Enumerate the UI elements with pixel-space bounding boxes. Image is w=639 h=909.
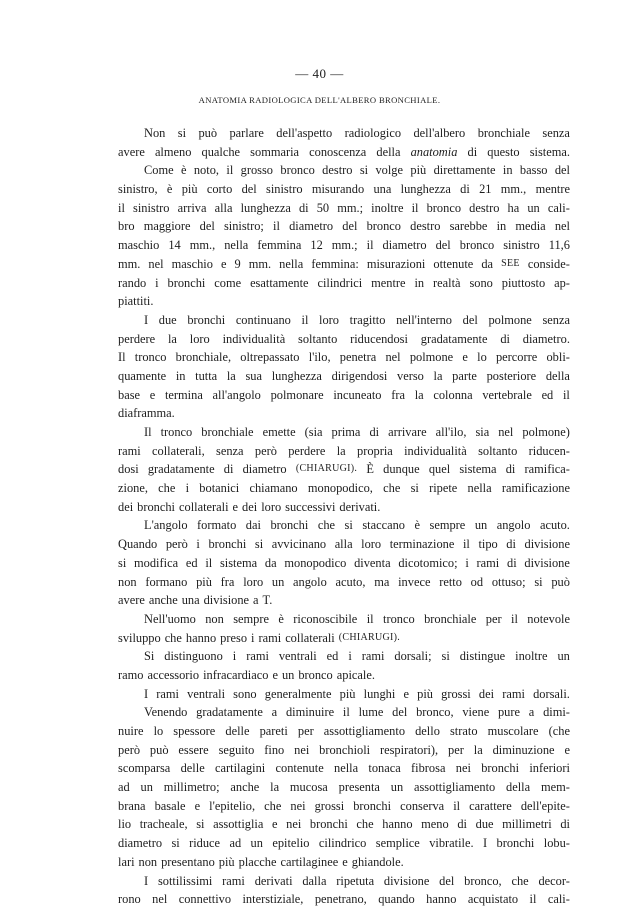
text-line: però può essere seguito fino nei bronchioli respiratori), per la diminuzione e (118, 742, 570, 757)
page-number: — 40 — (295, 66, 344, 81)
text-line: maschio 14 mm., nella femmina 12 mm.; il diametro del bronco sinistro 11,6 (118, 238, 570, 253)
text-line: ramo accessorio infracardiaco e un bronco apicale. (118, 667, 375, 682)
body-text (118, 124, 570, 909)
text-line: mm. nel maschio e 9 mm. nella femmina: misurazioni ottenute da SEE conside- (118, 256, 570, 271)
text-line: il sinistro arriva alla lunghezza di 50 mm.; inoltre il bronco destro ha un cali- (118, 200, 570, 215)
text-line: sinistro, è più corto del sinistro misurando una lunghezza di 21 mm., mentre (118, 182, 570, 197)
text-line: bro maggiore del sinistro; il diametro del bronco destro sarebbe in media nel (118, 219, 570, 234)
text-line: Come è noto, il grosso bronco destro si volge più direttamente in basso del (144, 163, 570, 178)
text-line: I rami ventrali sono generalmente più lunghi e più grossi dei rami dorsali. (144, 686, 570, 701)
text-line: piattiti. (118, 294, 154, 309)
text-line: perdere la loro individualità soltanto riducendosi gradatamente di diametro. (118, 331, 570, 346)
text-line: scomparsa delle cartilagini contenute nella tonaca fibrosa nei bronchi inferiori (118, 761, 570, 776)
text-line: nuire lo spessore delle pareti per assottigliamento dello strato muscolare (che (118, 724, 570, 738)
text-line: lio tracheale, si assottiglia e nei bronchi che hanno meno di due millimetri di (118, 817, 570, 832)
text-line: Non si può parlare dell'aspetto radiologico dell'albero bronchiale senza (144, 126, 570, 140)
text-line: I sottilissimi rami derivati dalla ripetuta divisione del bronco, che decor- (144, 873, 570, 888)
section-heading: ANATOMIA RADIOLOGICA DELL'ALBERO BRONCHIALE. (198, 95, 441, 105)
text-line: Quando però i bronchi si avvicinano alla loro terminazione il tipo di divisione (118, 537, 570, 552)
text-line: non formano più fra loro un angolo acuto, ma invece retto od ottuso; si può (118, 574, 570, 589)
text-line: avere almeno qualche sommaria conoscenza della anatomia di questo sistema. (118, 144, 570, 159)
text-line: lari non presentano più placche cartilaginee e ghiandole. (118, 854, 404, 869)
text-line: Nell'uomo non sempre è riconoscibile il tronco bronchiale per il notevole (144, 611, 570, 626)
text-line: Il tronco bronchiale, oltrepassato l'ilo, penetra nel polmone e lo percorre obli- (118, 350, 570, 365)
text-line: diaframma. (118, 406, 175, 421)
text-line: Il tronco bronchiale emette (sia prima di arrivare all'ilo, sia nel polmone) (144, 425, 570, 439)
text-line: I due bronchi continuano il loro tragitto nell'interno del polmone senza (144, 312, 570, 327)
text-line: sviluppo che hanno preso i rami collaterali (CHIARUGI). (118, 630, 401, 645)
text-line: ad un millimetro; anche la mucosa presenta un assottigliamento della mem- (118, 780, 570, 795)
text-line: rami collaterali, senza però perdere la propria individualità soltanto riducen- (118, 443, 570, 458)
text-line: dei bronchi collaterali e dei loro successivi derivati. (118, 499, 381, 514)
text-line: rono nel connettivo interstiziale, penetrano, quando hanno acquistato il cali- (118, 892, 570, 907)
text-line: quamente in tutta la sua lunghezza dirigendosi verso la parte posteriore della (118, 368, 570, 383)
text-line: zione, che i botanici chiamano monopodico, che si ripete nella ramificazione (118, 481, 570, 496)
text-line: base e termina all'angolo polmonare incuneato fra la colonna vertebrale ed il (118, 387, 570, 402)
text-line: Si distinguono i rami ventrali ed i rami dorsali; si distingue inoltre un (144, 649, 570, 664)
text-line: Venendo gradatamente a diminuire il lume del bronco, viene pure a dimi- (144, 705, 570, 720)
text-line: si modifica ed il sistema da monopodico diventa dicotomico; i rami di divisione (118, 555, 570, 570)
text-line: brana basale e l'epitelio, che nei grossi bronchi conserva il carattere dell'epite- (118, 798, 570, 813)
text-line: L'angolo formato dai bronchi che si staccano è sempre un angolo acuto. (144, 518, 570, 533)
text-line: diametro si riduce ad un epitelio cilindrico semplice vibratile. I bronchi lobu- (118, 836, 570, 851)
text-line: dosi gradatamente di diametro (CHIARUGI). È dunque quel sistema di ramifica- (118, 462, 570, 477)
text-line: avere anche una divisione a T. (118, 593, 273, 608)
text-line: rando i bronchi come esattamente cilindrici mentre in realtà sono piuttosto ap- (118, 275, 570, 290)
